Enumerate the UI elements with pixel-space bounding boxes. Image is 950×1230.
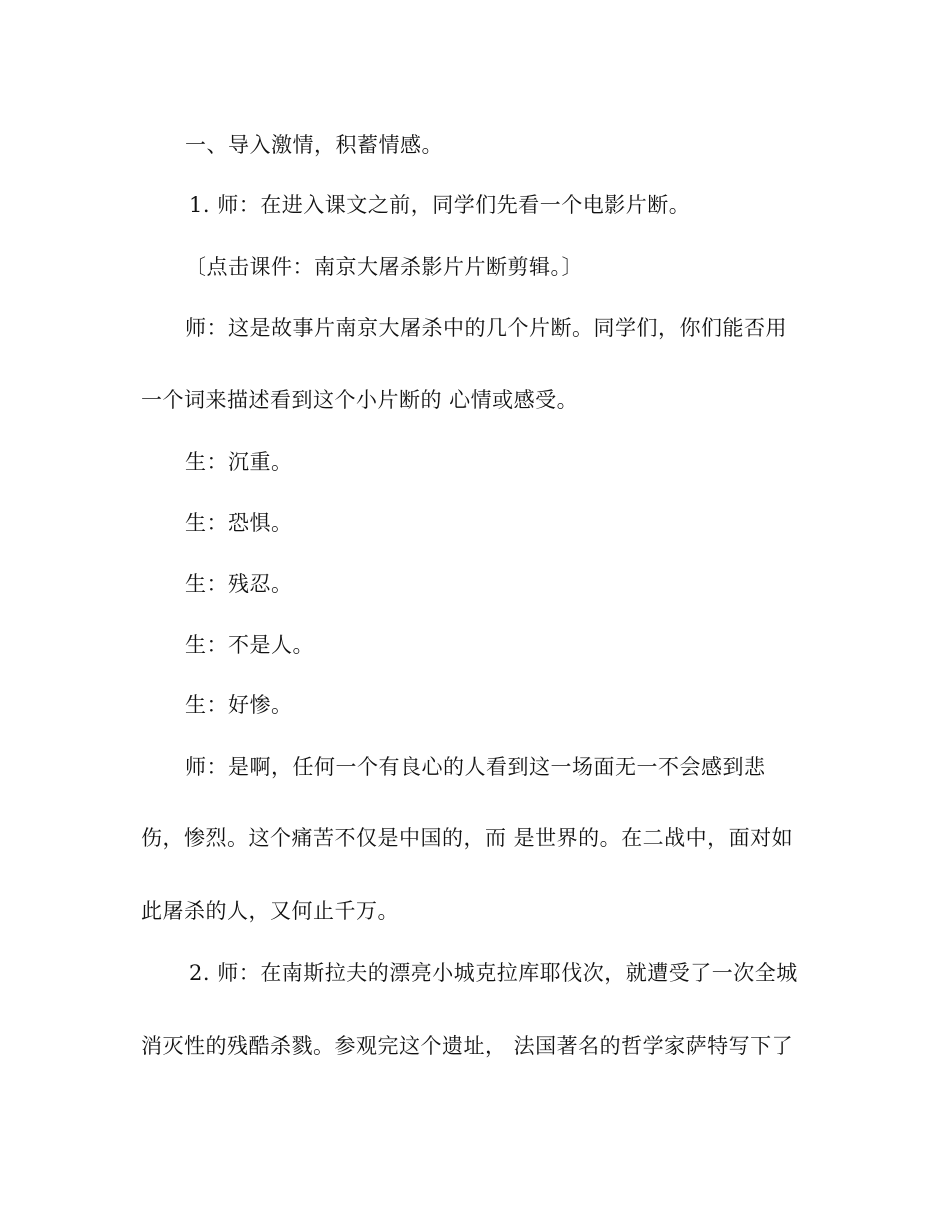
paragraph-line: 〔点击课件：南京大屠杀影片片断剪辑。〕 xyxy=(185,255,583,279)
paragraph-line: 一个词来描述看到这个小片断的 心情或感受。 xyxy=(141,388,579,412)
paragraph-line: 生：恐惧。 xyxy=(185,511,293,535)
paragraph-line: 消灭性的残酷杀戮。参观完这个遗址， 法国著名的哲学家萨特写下了 xyxy=(141,1034,794,1058)
paragraph-line: 师：这是故事片南京大屠杀中的几个片断。同学们，你们能否用 xyxy=(185,316,787,340)
paragraph-line: 师：是啊，任何一个有良心的人看到这一场面无一不会感到悲 xyxy=(185,755,766,779)
paragraph-line: 生：好惨。 xyxy=(185,693,293,717)
paragraph-line: 此屠杀的人，又何止千万。 xyxy=(141,899,399,923)
paragraph-line: 生：不是人。 xyxy=(185,633,314,657)
paragraph-line: 伤，惨烈。这个痛苦不仅是中国的，而 是世界的。在二战中，面对如 xyxy=(141,826,794,850)
paragraph-line: 生：残忍。 xyxy=(185,572,293,596)
section-heading: 一、导入激情，积蓄情感。 xyxy=(185,133,443,157)
paragraph-line: 生：沉重。 xyxy=(185,450,293,474)
paragraph-line: 2. 师：在南斯拉夫的漂亮小城克拉库耶伐次，就遭受了一次全城 xyxy=(189,961,798,985)
paragraph-line: 1. 师：在进入课文之前，同学们先看一个电影片断。 xyxy=(189,193,691,217)
